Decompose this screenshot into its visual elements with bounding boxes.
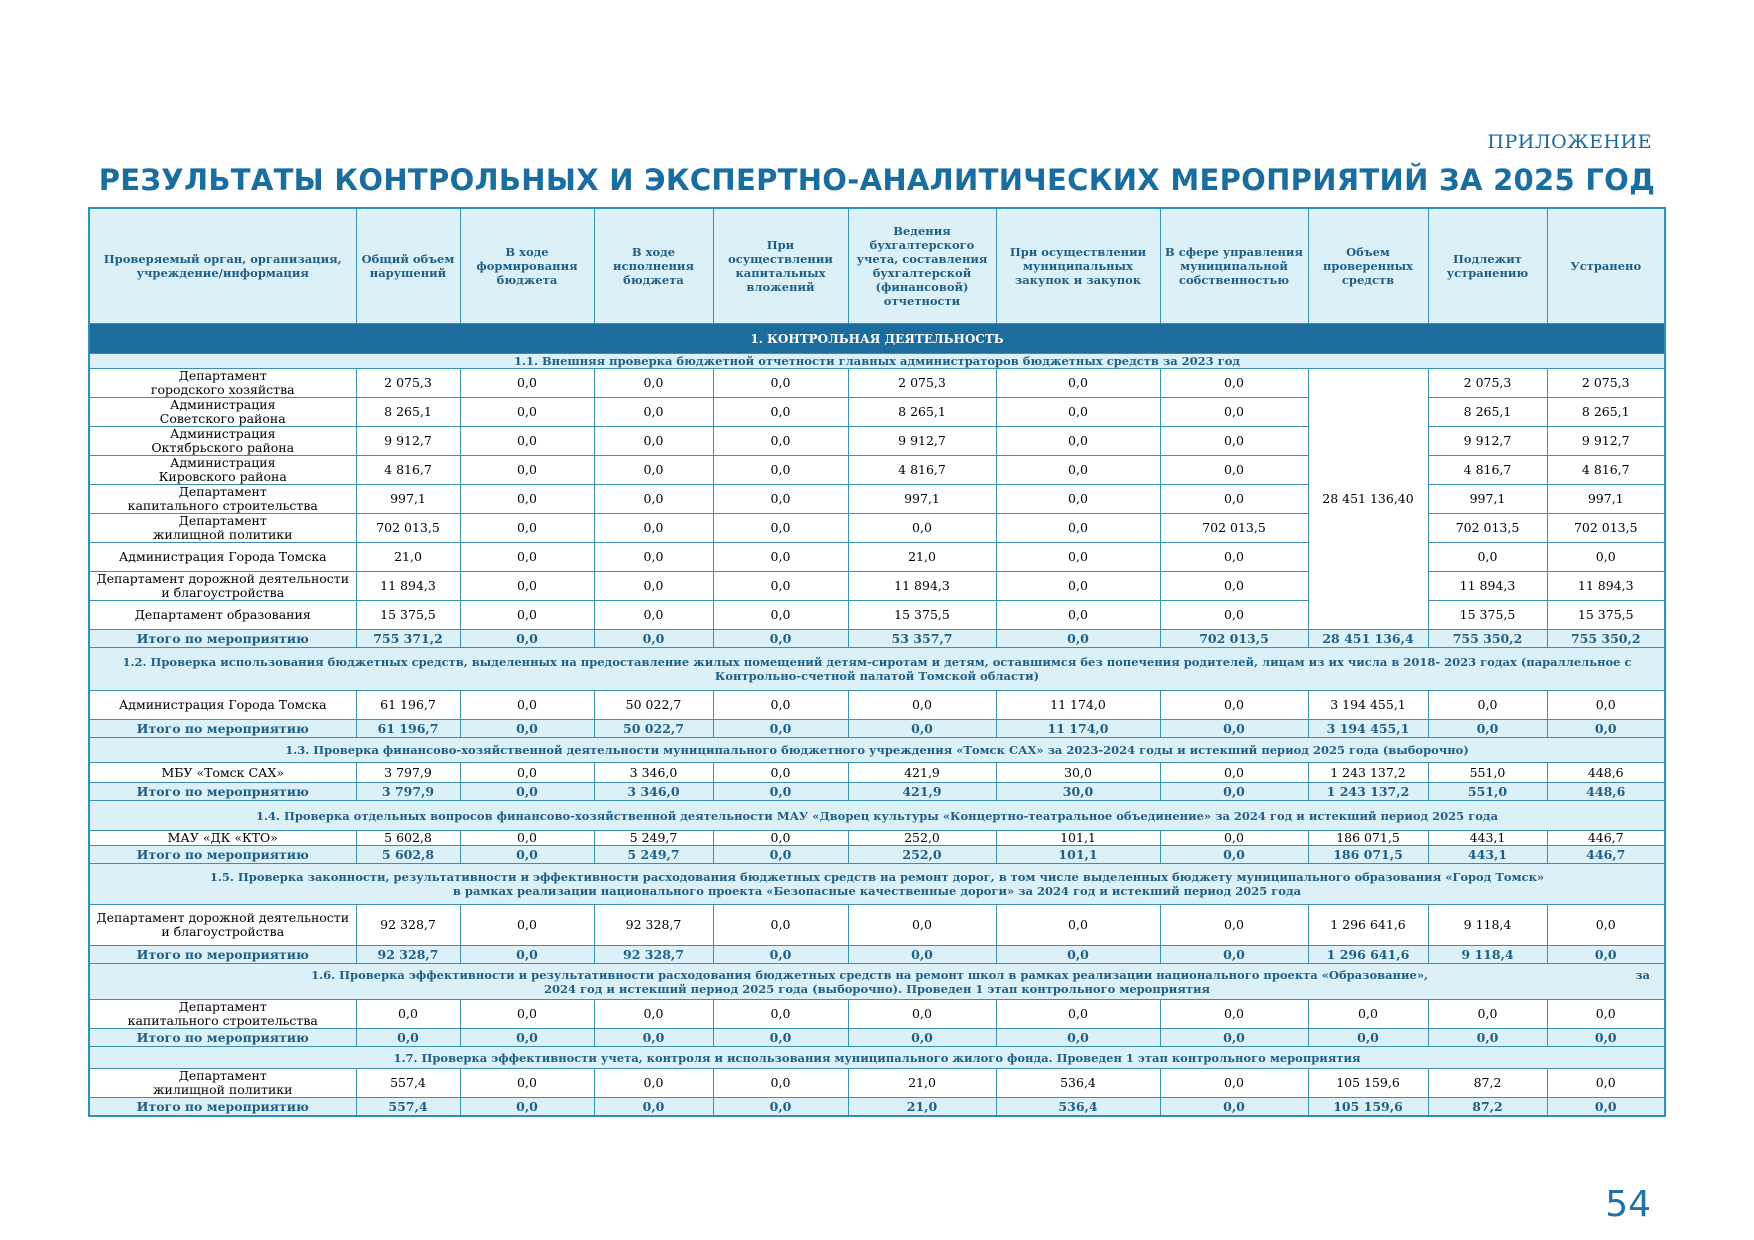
table-cell: 0,0 (848, 1000, 996, 1029)
table-cell: 4 816,7 (1547, 456, 1665, 485)
subsection-heading (89, 1047, 1665, 1069)
table-cell: 0,0 (460, 601, 594, 630)
table-cell: 0,0 (460, 905, 594, 946)
table-cell: 0,0 (1547, 720, 1665, 738)
table-cell: 11 174,0 (996, 691, 1160, 720)
table-cell: 0,0 (460, 1069, 594, 1098)
table-cell: 9 912,7 (848, 427, 996, 456)
table-cell: 252,0 (848, 846, 996, 864)
table-cell: 0,0 (713, 601, 848, 630)
table-cell: 0,0 (996, 369, 1160, 398)
table-cell: 3 346,0 (594, 783, 713, 801)
table-cell: 8 265,1 (848, 398, 996, 427)
table-cell: 61 196,7 (356, 720, 460, 738)
subsection-heading (89, 864, 1665, 905)
table-cell: 0,0 (594, 1069, 713, 1098)
subsection-title-word: за (1635, 967, 1650, 982)
table-cell: 0,0 (996, 946, 1160, 964)
results-table (88, 207, 1666, 1117)
table-cell: 446,7 (1547, 831, 1665, 846)
table-cell: 53 357,7 (848, 630, 996, 648)
table-cell: 0,0 (713, 783, 848, 801)
table-row (89, 514, 1665, 543)
row-label: Итого по мероприятию (89, 846, 356, 864)
table-cell: 997,1 (1547, 485, 1665, 514)
table-cell: 0,0 (1308, 1000, 1428, 1029)
table-cell: 0,0 (848, 720, 996, 738)
table-cell: 448,6 (1547, 783, 1665, 801)
table-cell: 92 328,7 (356, 905, 460, 946)
table-cell: 50 022,7 (594, 720, 713, 738)
table-cell: 0,0 (996, 601, 1160, 630)
table-cell: 0,0 (594, 630, 713, 648)
table-row (89, 572, 1665, 601)
table-cell: 0,0 (713, 905, 848, 946)
table-cell: 0,0 (1160, 846, 1308, 864)
table-cell: 702 013,5 (1160, 630, 1308, 648)
table-cell: 0,0 (460, 630, 594, 648)
table-cell: 0,0 (1547, 1098, 1665, 1117)
table-cell: 101,1 (996, 846, 1160, 864)
table-cell: 0,0 (713, 427, 848, 456)
table-cell: 0,0 (996, 456, 1160, 485)
table-cell: 0,0 (713, 1000, 848, 1029)
table-cell: 0,0 (1160, 369, 1308, 398)
table-cell: 105 159,6 (1308, 1069, 1428, 1098)
col-header: Общий объем нарушений (356, 208, 460, 324)
total-row (89, 1029, 1665, 1047)
table-cell: 536,4 (996, 1098, 1160, 1117)
table-cell: 0,0 (460, 846, 594, 864)
col-header: При осуществлении муниципальных закупок и закупок (996, 208, 1160, 324)
table-cell: 0,0 (848, 514, 996, 543)
table-row (89, 456, 1665, 485)
table-cell: 21,0 (848, 1069, 996, 1098)
subsection-heading (89, 738, 1665, 763)
col-header: Подлежит устранению (1428, 208, 1547, 324)
table-cell: 0,0 (594, 1000, 713, 1029)
col-header: В ходе формирования бюджета (460, 208, 594, 324)
table-cell: 0,0 (594, 572, 713, 601)
table-cell: 0,0 (1160, 427, 1308, 456)
table-cell: 0,0 (713, 1098, 848, 1117)
table-cell: 0,0 (713, 846, 848, 864)
table-cell: 0,0 (1547, 543, 1665, 572)
table-cell: 551,0 (1428, 763, 1547, 783)
table-cell: 557,4 (356, 1098, 460, 1117)
table-cell: 4 816,7 (356, 456, 460, 485)
table-cell: 0,0 (460, 427, 594, 456)
subsection-title (89, 964, 1665, 1000)
table-cell: 0,0 (460, 456, 594, 485)
table-cell: 0,0 (460, 485, 594, 514)
appendix-label: ПРИЛОЖЕНИЕ (1487, 131, 1652, 153)
table-cell: 15 375,5 (1428, 601, 1547, 630)
table-cell: 0,0 (460, 691, 594, 720)
table-row (89, 1000, 1665, 1029)
row-label: Итого по мероприятию (89, 630, 356, 648)
table-cell: 0,0 (460, 543, 594, 572)
table-row (89, 543, 1665, 572)
table-cell: 3 346,0 (594, 763, 713, 783)
table-cell: 21,0 (848, 1098, 996, 1117)
table-cell: 0,0 (594, 514, 713, 543)
table-cell: 0,0 (1160, 1069, 1308, 1098)
table-cell: 0,0 (1160, 783, 1308, 801)
total-row (89, 783, 1665, 801)
row-label: Администрация Октябрьского района (89, 427, 356, 456)
table-cell: 0,0 (1428, 720, 1547, 738)
table-cell: 0,0 (1428, 1000, 1547, 1029)
table-cell: 0,0 (356, 1029, 460, 1047)
table-cell: 0,0 (996, 1029, 1160, 1047)
table-cell: 0,0 (1428, 691, 1547, 720)
table-cell: 0,0 (848, 946, 996, 964)
table-cell: 8 265,1 (1547, 398, 1665, 427)
table-cell: 0,0 (460, 1000, 594, 1029)
table-cell: 702 013,5 (1160, 514, 1308, 543)
total-row (89, 720, 1665, 738)
table-cell: 9 912,7 (356, 427, 460, 456)
table-cell: 0,0 (1428, 1029, 1547, 1047)
row-label: Департамент жилищной политики (89, 514, 356, 543)
table-cell: 2 075,3 (1547, 369, 1665, 398)
table-cell: 0,0 (996, 427, 1160, 456)
row-label: Итого по мероприятию (89, 1029, 356, 1047)
table-cell: 0,0 (1160, 763, 1308, 783)
table-cell: 0,0 (1547, 1029, 1665, 1047)
table-cell: 8 265,1 (356, 398, 460, 427)
table-cell: 15 375,5 (1547, 601, 1665, 630)
table-cell: 5 602,8 (356, 831, 460, 846)
table-cell: 0,0 (1160, 946, 1308, 964)
table-cell: 1 296 641,6 (1308, 946, 1428, 964)
table-cell: 0,0 (1547, 946, 1665, 964)
table-cell: 0,0 (1160, 831, 1308, 846)
page-number: 54 (1605, 1184, 1651, 1225)
table-cell: 0,0 (594, 1029, 713, 1047)
table-cell: 0,0 (713, 630, 848, 648)
table-cell: 0,0 (713, 485, 848, 514)
col-header: Объем проверенных средств (1308, 208, 1428, 324)
table-cell: 0,0 (713, 1029, 848, 1047)
table-cell: 0,0 (713, 831, 848, 846)
table-cell: 0,0 (1160, 485, 1308, 514)
table-cell: 0,0 (460, 720, 594, 738)
table-cell: 1 243 137,2 (1308, 763, 1428, 783)
table-cell: 252,0 (848, 831, 996, 846)
table-header-row (89, 208, 1665, 324)
table-cell: 0,0 (460, 831, 594, 846)
table-cell: 0,0 (996, 514, 1160, 543)
table-cell: 101,1 (996, 831, 1160, 846)
table-cell: 997,1 (1428, 485, 1547, 514)
row-label: Администрация Кировского района (89, 456, 356, 485)
table-cell: 92 328,7 (356, 946, 460, 964)
col-header: При осуществлении капитальных вложений (713, 208, 848, 324)
table-cell: 0,0 (996, 905, 1160, 946)
row-label: Администрация Города Томска (89, 691, 356, 720)
table-cell: 30,0 (996, 783, 1160, 801)
row-label: МБУ «Томск САХ» (89, 763, 356, 783)
table-cell: 0,0 (1547, 905, 1665, 946)
table-cell: 0,0 (996, 543, 1160, 572)
col-header: Ведения бухгалтерского учета, составления бухгалтерской (финансовой) отчетности (848, 208, 996, 324)
table-cell: 92 328,7 (594, 946, 713, 964)
table-cell: 551,0 (1428, 783, 1547, 801)
table-cell: 9 912,7 (1547, 427, 1665, 456)
subsection-title-line: 2024 год и истекший период 2025 года (выборочно). Проведен 1 этап контрольного мероприятия (544, 981, 1210, 996)
table-cell: 0,0 (1160, 905, 1308, 946)
table-cell: 1 243 137,2 (1308, 783, 1428, 801)
table-cell: 3 797,9 (356, 783, 460, 801)
table-cell: 11 894,3 (1547, 572, 1665, 601)
subsection-title: 1.2. Проверка использования бюджетных средств, выделенных на предоставление жилых помещений детям-сиротам и детям, оставшимся без попечения родителей, лицам из их числа в 2018- 2023 годах (параллельное с Контрольно-счетной палатой Томской области) (89, 648, 1665, 691)
table-cell: 0,0 (1547, 1000, 1665, 1029)
table-cell: 15 375,5 (356, 601, 460, 630)
table-cell: 0,0 (460, 763, 594, 783)
subsection-title: 1.7. Проверка эффективности учета, контроля и использования муниципального жилого фонда. Проведен 1 этап контрольного мероприятия (89, 1047, 1665, 1069)
total-row (89, 1098, 1665, 1117)
table-cell: 0,0 (713, 946, 848, 964)
subsection-heading (89, 354, 1665, 369)
table-cell: 0,0 (1160, 398, 1308, 427)
table-cell: 50 022,7 (594, 691, 713, 720)
table-row (89, 763, 1665, 783)
table-row (89, 485, 1665, 514)
table-row (89, 601, 1665, 630)
table-cell: 448,6 (1547, 763, 1665, 783)
col-header: В ходе исполнения бюджета (594, 208, 713, 324)
table-cell: 0,0 (1160, 1098, 1308, 1117)
col-header: Проверяемый орган, организация, учреждение/информация (89, 208, 356, 324)
table-cell: 997,1 (356, 485, 460, 514)
row-label: Департамент городского хозяйства (89, 369, 356, 398)
table-cell: 11 894,3 (356, 572, 460, 601)
subsection-title-line: 1.6. Проверка эффективности и результативности расходования бюджетных средств на ремонт школ в рамках реализации национального проекта «Образование», (311, 967, 1429, 982)
table-cell: 755 350,2 (1428, 630, 1547, 648)
table-cell: 3 194 455,1 (1308, 720, 1428, 738)
subsection-title-line: 1.5. Проверка законности, результативности и эффективности расходования бюджетных средств на ремонт дорог, в том числе выделенных бюджету муниципального образования «Город Томск» (209, 870, 1545, 884)
table-cell: 0,0 (848, 1029, 996, 1047)
col-header: Устранено (1547, 208, 1665, 324)
row-label: Администрация Города Томска (89, 543, 356, 572)
table-cell: 0,0 (460, 1098, 594, 1117)
table-cell: 28 451 136,4 (1308, 630, 1428, 648)
table-cell: 186 071,5 (1308, 846, 1428, 864)
table-cell: 0,0 (460, 783, 594, 801)
table-cell: 3 194 455,1 (1308, 691, 1428, 720)
row-label: Департамент жилищной политики (89, 1069, 356, 1098)
table-cell: 4 816,7 (1428, 456, 1547, 485)
row-label: Департамент капитального строительства (89, 1000, 356, 1029)
table-cell: 0,0 (594, 456, 713, 485)
table-cell: 2 075,3 (356, 369, 460, 398)
table-cell: 186 071,5 (1308, 831, 1428, 846)
table-cell: 997,1 (848, 485, 996, 514)
table-cell: 11 894,3 (848, 572, 996, 601)
table-cell: 0,0 (996, 398, 1160, 427)
table-cell: 3 797,9 (356, 763, 460, 783)
table-row (89, 398, 1665, 427)
table-cell: 557,4 (356, 1069, 460, 1098)
table-cell: 0,0 (713, 1069, 848, 1098)
table-cell: 0,0 (713, 456, 848, 485)
table-cell: 0,0 (460, 946, 594, 964)
table-cell: 443,1 (1428, 831, 1547, 846)
table-cell: 2 075,3 (1428, 369, 1547, 398)
table-cell: 0,0 (460, 572, 594, 601)
row-label: Департамент дорожной деятельности и благоустройства (89, 905, 356, 946)
table-cell: 0,0 (594, 1098, 713, 1117)
table-cell: 0,0 (1160, 572, 1308, 601)
table-cell: 21,0 (356, 543, 460, 572)
table-cell: 0,0 (1160, 543, 1308, 572)
table-cell: 8 265,1 (1428, 398, 1547, 427)
table-cell: 0,0 (713, 720, 848, 738)
table-cell: 0,0 (594, 543, 713, 572)
table-cell: 446,7 (1547, 846, 1665, 864)
row-label: Департамент образования (89, 601, 356, 630)
table-cell: 0,0 (996, 630, 1160, 648)
subsection-title: 1.4. Проверка отдельных вопросов финансово-хозяйственной деятельности МАУ «Дворец культуры «Концертно-театральное объединение» за 2024 год и истекший период 2025 года (89, 801, 1665, 831)
table-row (89, 905, 1665, 946)
table-cell: 0,0 (713, 543, 848, 572)
row-label: Итого по мероприятию (89, 783, 356, 801)
subsection-title-line: в рамках реализации национального проекта «Безопасные качественные дороги» за 2024 год и истекший период 2025 года (452, 884, 1302, 898)
table-cell: 755 350,2 (1547, 630, 1665, 648)
table-cell: 0,0 (460, 514, 594, 543)
table-cell: 0,0 (1308, 1029, 1428, 1047)
total-row (89, 946, 1665, 964)
table-cell: 0,0 (594, 369, 713, 398)
table-cell: 755 371,2 (356, 630, 460, 648)
table-cell: 4 816,7 (848, 456, 996, 485)
merged-volume-cell: 28 451 136,40 (1308, 369, 1428, 630)
table-cell: 21,0 (848, 543, 996, 572)
row-label: Администрация Советского района (89, 398, 356, 427)
table-cell: 0,0 (1160, 1029, 1308, 1047)
row-label: Итого по мероприятию (89, 946, 356, 964)
page-title: РЕЗУЛЬТАТЫ КОНТРОЛЬНЫХ И ЭКСПЕРТНО-АНАЛИТИЧЕСКИХ МЕРОПРИЯТИЙ ЗА 2025 ГОД (98, 163, 1656, 197)
table-cell: 0,0 (1160, 601, 1308, 630)
table-cell: 5 602,8 (356, 846, 460, 864)
row-label: Итого по мероприятию (89, 720, 356, 738)
row-label: Итого по мероприятию (89, 1098, 356, 1117)
row-label: Департамент дорожной деятельности и благоустройства (89, 572, 356, 601)
table-cell: 0,0 (1160, 720, 1308, 738)
table-cell: 0,0 (1160, 1000, 1308, 1029)
section-heading (89, 324, 1665, 354)
table-cell: 87,2 (1428, 1098, 1547, 1117)
table-row (89, 369, 1665, 398)
table-cell: 0,0 (356, 1000, 460, 1029)
table-cell: 0,0 (713, 369, 848, 398)
col-header: В сфере управления муниципальной собственностью (1160, 208, 1308, 324)
table-cell: 0,0 (1160, 456, 1308, 485)
table-cell: 0,0 (996, 572, 1160, 601)
table-cell: 2 075,3 (848, 369, 996, 398)
table-cell: 0,0 (848, 691, 996, 720)
table-cell: 443,1 (1428, 846, 1547, 864)
table-cell: 9 118,4 (1428, 946, 1547, 964)
table-cell: 5 249,7 (594, 831, 713, 846)
row-label: Департамент капитального строительства (89, 485, 356, 514)
table-row (89, 831, 1665, 846)
subsection-heading (89, 964, 1665, 1000)
table-cell: 0,0 (1547, 1069, 1665, 1098)
table-cell: 87,2 (1428, 1069, 1547, 1098)
table-cell: 0,0 (1160, 691, 1308, 720)
table-cell: 0,0 (460, 398, 594, 427)
table-cell: 0,0 (460, 369, 594, 398)
table-cell: 0,0 (848, 905, 996, 946)
subsection-heading (89, 648, 1665, 691)
table-cell: 0,0 (594, 427, 713, 456)
table-cell: 9 118,4 (1428, 905, 1547, 946)
table-cell: 11 174,0 (996, 720, 1160, 738)
table-cell: 702 013,5 (1428, 514, 1547, 543)
table-cell: 11 894,3 (1428, 572, 1547, 601)
table-cell: 15 375,5 (848, 601, 996, 630)
table-cell: 0,0 (713, 398, 848, 427)
table-cell: 0,0 (1547, 691, 1665, 720)
total-row (89, 846, 1665, 864)
table-cell: 421,9 (848, 763, 996, 783)
table-row (89, 1069, 1665, 1098)
table-row (89, 427, 1665, 456)
table-cell: 0,0 (594, 485, 713, 514)
row-label: МАУ «ДК «КТО» (89, 831, 356, 846)
table-cell: 0,0 (1428, 543, 1547, 572)
table-cell: 0,0 (713, 691, 848, 720)
table-cell: 61 196,7 (356, 691, 460, 720)
table-cell: 5 249,7 (594, 846, 713, 864)
subsection-title: 1.1. Внешняя проверка бюджетной отчетности главных администраторов бюджетных средств за 2023 год (89, 354, 1665, 369)
table-cell: 0,0 (996, 485, 1160, 514)
table-row (89, 691, 1665, 720)
table-cell: 421,9 (848, 783, 996, 801)
table-cell: 0,0 (594, 398, 713, 427)
table-cell: 30,0 (996, 763, 1160, 783)
subsection-title (89, 864, 1665, 905)
table-cell: 1 296 641,6 (1308, 905, 1428, 946)
table-cell: 9 912,7 (1428, 427, 1547, 456)
table-cell: 702 013,5 (356, 514, 460, 543)
table-cell: 0,0 (713, 763, 848, 783)
table-cell: 536,4 (996, 1069, 1160, 1098)
section-title: 1. КОНТРОЛЬНАЯ ДЕЯТЕЛЬНОСТЬ (89, 324, 1665, 354)
table-cell: 0,0 (713, 514, 848, 543)
table-cell: 0,0 (713, 572, 848, 601)
table-cell: 702 013,5 (1547, 514, 1665, 543)
total-row (89, 630, 1665, 648)
table-cell: 92 328,7 (594, 905, 713, 946)
table-cell: 0,0 (460, 1029, 594, 1047)
subsection-title: 1.3. Проверка финансово-хозяйственной деятельности муниципального бюджетного учреждения «Томск САХ» за 2023-2024 годы и истекший период 2025 года (выборочно) (89, 738, 1665, 763)
table-cell: 0,0 (996, 1000, 1160, 1029)
table-cell: 105 159,6 (1308, 1098, 1428, 1117)
subsection-heading (89, 801, 1665, 831)
table-cell: 0,0 (594, 601, 713, 630)
